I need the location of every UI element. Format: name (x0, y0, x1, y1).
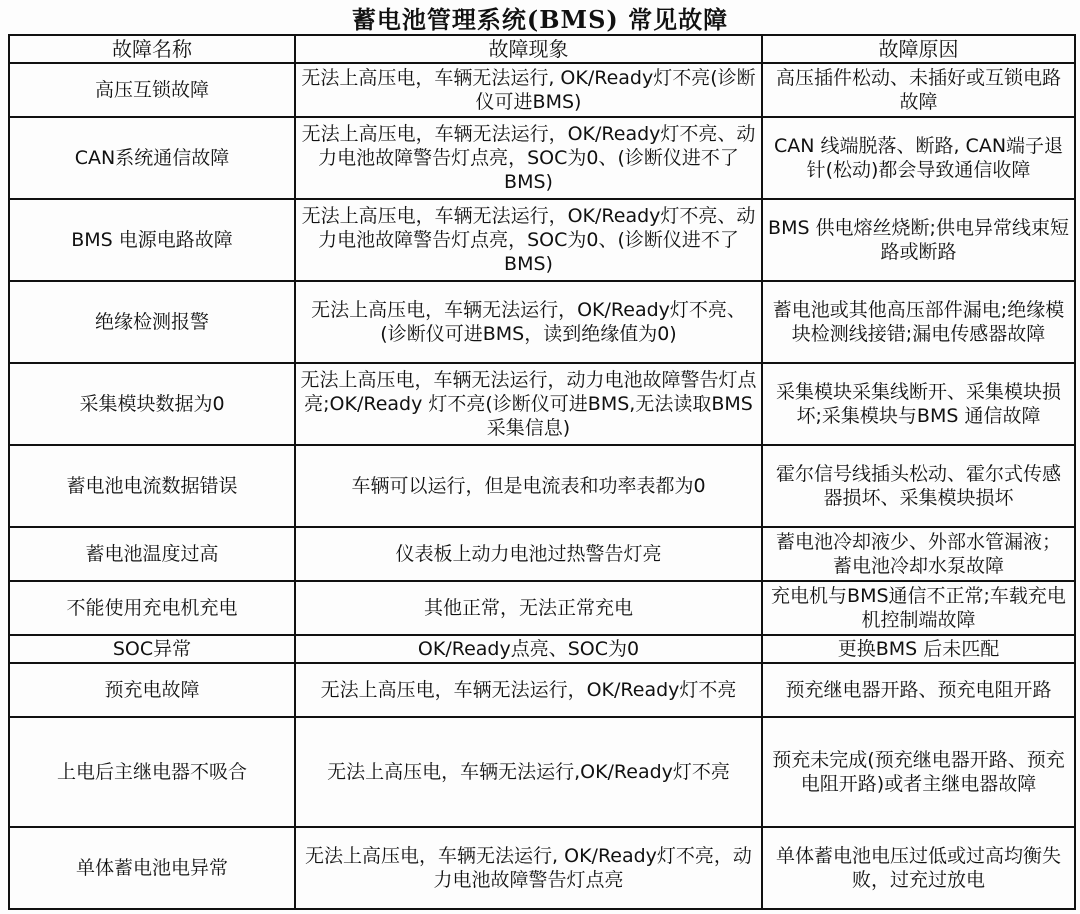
symptom-cell: 仪表板上动力电池过热警告灯亮 (295, 527, 762, 581)
cause-cell: 更换BMS 后未匹配 (762, 635, 1075, 663)
symptom-cell: 无法上高压电，车辆无法运行, OK/Ready灯不亮，动力电池故障警告灯点亮 (295, 827, 762, 909)
symptom-cell: 无法上高压电，车辆无法运行，OK/Ready灯不亮、(诊断仪可进BMS，读到绝缘值为0) (295, 281, 762, 363)
symptom-cell: 无法上高压电，车辆无法运行，动力电池故障警告灯点亮;OK/Ready 灯不亮(诊断仪可进BMS,无法读取BMS 采集信息) (295, 363, 762, 445)
symptom-cell: OK/Ready点亮、SOC为0 (295, 635, 762, 663)
table-row (9, 281, 1075, 363)
cause-cell: 预充未完成(预充继电器开路、预充电阻开路)或者主继电器故障 (762, 717, 1075, 827)
fault-name-cell: 采集模块数据为0 (9, 363, 295, 445)
table-row (9, 717, 1075, 827)
fault-name-cell: 蓄电池电流数据错误 (9, 445, 295, 527)
fault-name-cell: CAN系统通信故障 (9, 117, 295, 199)
fault-name-cell: 预充电故障 (9, 663, 295, 717)
symptom-cell: 无法上高压电，车辆无法运行, OK/Ready灯不亮(诊断仪可进BMS) (295, 63, 762, 117)
symptom-cell: 无法上高压电，车辆无法运行，OK/Ready灯不亮 (295, 663, 762, 717)
table-row (9, 635, 1075, 663)
table-row (9, 117, 1075, 199)
fault-table (8, 34, 1076, 910)
symptom-cell: 其他正常，无法正常充电 (295, 581, 762, 635)
fault-name-cell: 蓄电池温度过高 (9, 527, 295, 581)
cause-cell: 采集模块采集线断开、采集模块损坏;采集模块与BMS 通信故障 (762, 363, 1075, 445)
cause-cell: 蓄电池或其他高压部件漏电;绝缘模块检测线接错;漏电传感器故障 (762, 281, 1075, 363)
cause-cell: CAN 线端脱落、断路, CAN端子退针(松动)都会导致通信收障 (762, 117, 1075, 199)
cause-cell: BMS 供电熔丝烧断;供电异常线束短路或断路 (762, 199, 1075, 281)
table-row (9, 363, 1075, 445)
symptom-cell: 无法上高压电，车辆无法运行,OK/Ready灯不亮 (295, 717, 762, 827)
fault-name-cell: 上电后主继电器不吸合 (9, 717, 295, 827)
table-row (9, 527, 1075, 581)
cause-cell: 预充继电器开路、预充电阻开路 (762, 663, 1075, 717)
table-row (9, 199, 1075, 281)
header-row (9, 35, 1075, 63)
cause-cell: 高压插件松动、未插好或互锁电路故障 (762, 63, 1075, 117)
fault-name-cell: BMS 电源电路故障 (9, 199, 295, 281)
symptom-cell: 无法上高压电，车辆无法运行，OK/Ready灯不亮、动力电池故障警告灯点亮，SOC为0、(诊断仪进不了BMS) (295, 117, 762, 199)
column-header-symptom: 故障现象 (295, 35, 762, 63)
fault-name-cell: 单体蓄电池电异常 (9, 827, 295, 909)
column-header-fault-name: 故障名称 (9, 35, 295, 63)
symptom-cell: 无法上高压电，车辆无法运行，OK/Ready灯不亮、动力电池故障警告灯点亮，SOC为0、(诊断仪进不了BMS) (295, 199, 762, 281)
cause-cell: 充电机与BMS通信不正常;车载充电机控制端故障 (762, 581, 1075, 635)
table-row (9, 827, 1075, 909)
table-row (9, 581, 1075, 635)
fault-name-cell: 绝缘检测报警 (9, 281, 295, 363)
table-row (9, 63, 1075, 117)
symptom-cell: 车辆可以运行，但是电流表和功率表都为0 (295, 445, 762, 527)
fault-name-cell: 高压互锁故障 (9, 63, 295, 117)
cause-cell: 单体蓄电池电压过低或过高均衡失败，过充过放电 (762, 827, 1075, 909)
table-row (9, 663, 1075, 717)
column-header-cause: 故障原因 (762, 35, 1075, 63)
cause-cell: 蓄电池冷却液少、外部水管漏液；蓄电池冷却水泵故障 (762, 527, 1075, 581)
page-title: 蓄电池管理系统(BMS) 常见故障 (351, 5, 729, 34)
cause-cell: 霍尔信号线插头松动、霍尔式传感器损坏、采集模块损坏 (762, 445, 1075, 527)
table-row (9, 445, 1075, 527)
fault-name-cell: SOC异常 (9, 635, 295, 663)
fault-name-cell: 不能使用充电机充电 (9, 581, 295, 635)
